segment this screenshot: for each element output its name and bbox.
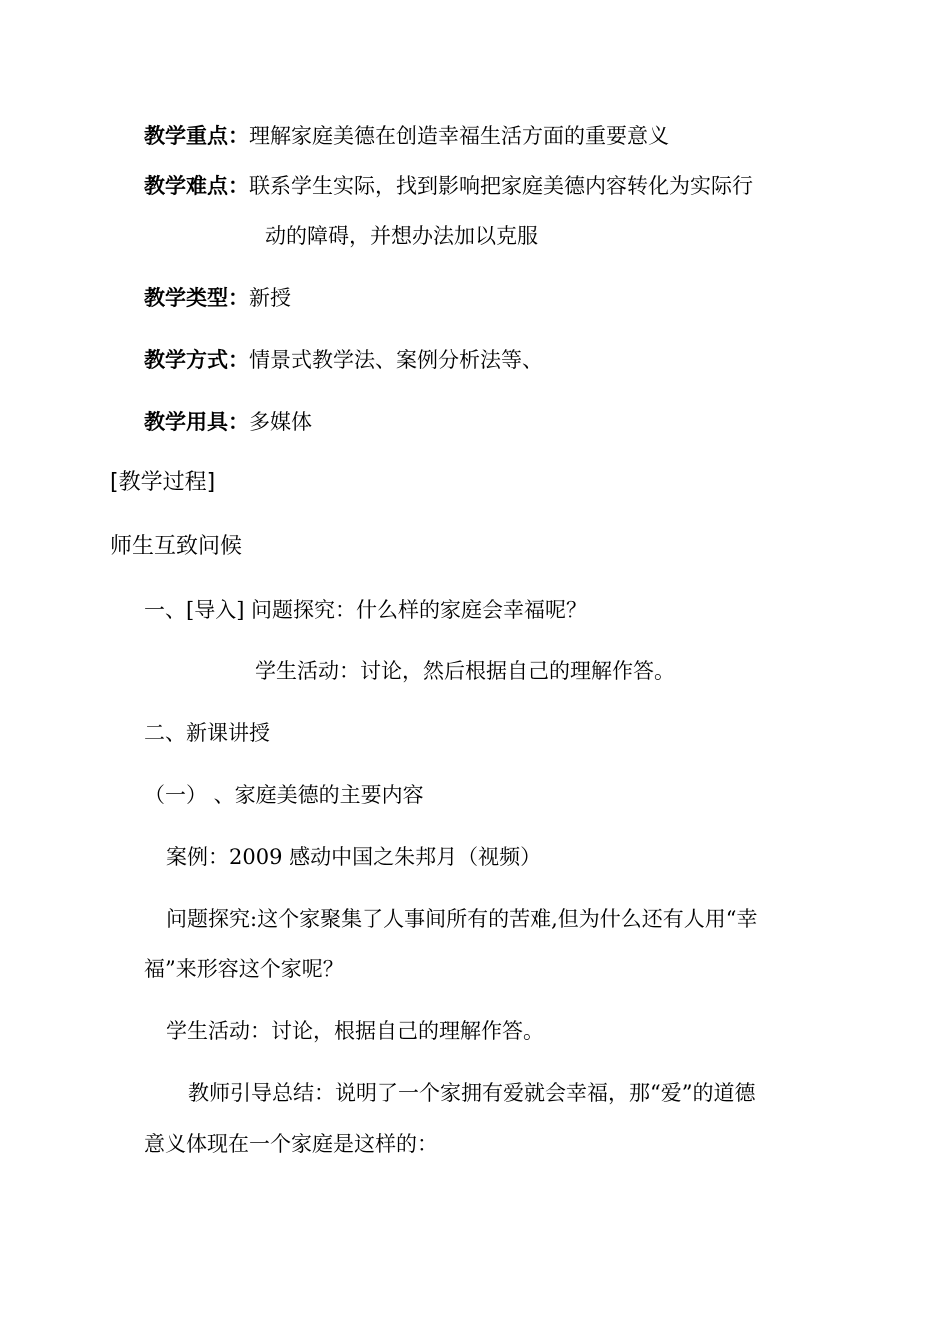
meta-value: 多媒体 [249, 410, 312, 434]
teacher-summary-line-2: 意义体现在一个家庭是这样的： [144, 1132, 438, 1156]
part-two-heading: 二、新课讲授 [144, 721, 270, 745]
meta-label: 教学用具： [144, 410, 249, 434]
student-activity: 学生活动：讨论，根据自己的理解作答。 [166, 1019, 544, 1043]
intro-activity: 学生活动：讨论，然后根据自己的理解作答。 [255, 659, 675, 683]
section-title: [教学过程] [110, 470, 216, 495]
meta-row-method [144, 346, 543, 374]
meta-label: 教学重点： [144, 124, 249, 148]
question-line-2: 福”来形容这个家呢？ [144, 957, 344, 981]
greeting: 师生互致问候 [110, 534, 243, 559]
teacher-summary-line-1: 教师引导总结：说明了一个家拥有爱就会幸福，那“爱”的道德 [188, 1081, 756, 1105]
meta-row-type [144, 284, 291, 312]
meta-row-focus [144, 122, 669, 150]
subsection-heading: （一） 、家庭美德的主要内容 [144, 783, 424, 807]
meta-row-difficulty-cont [265, 222, 538, 250]
meta-value: 新授 [249, 286, 291, 310]
meta-label: 教学方式： [144, 348, 249, 372]
meta-label: 教学难点： [144, 174, 249, 198]
case-line: 案例：2009 感动中国之朱邦月（视频） [166, 845, 542, 869]
meta-row-tools [144, 408, 312, 436]
intro-question: 一、[导入] 问题探究：什么样的家庭会幸福呢？ [144, 598, 588, 622]
meta-value-cont: 动的障碍，并想办法加以克服 [265, 224, 538, 248]
meta-value: 理解家庭美德在创造幸福生活方面的重要意义 [249, 124, 669, 148]
meta-value: 情景式教学法、案例分析法等、 [249, 348, 543, 372]
meta-row-difficulty [144, 172, 753, 200]
meta-label: 教学类型： [144, 286, 249, 310]
meta-value: 联系学生实际，找到影响把家庭美德内容转化为实际行 [249, 174, 753, 198]
question-line-1: 问题探究:这个家聚集了人事间所有的苦难,但为什么还有人用“幸 [166, 907, 758, 931]
